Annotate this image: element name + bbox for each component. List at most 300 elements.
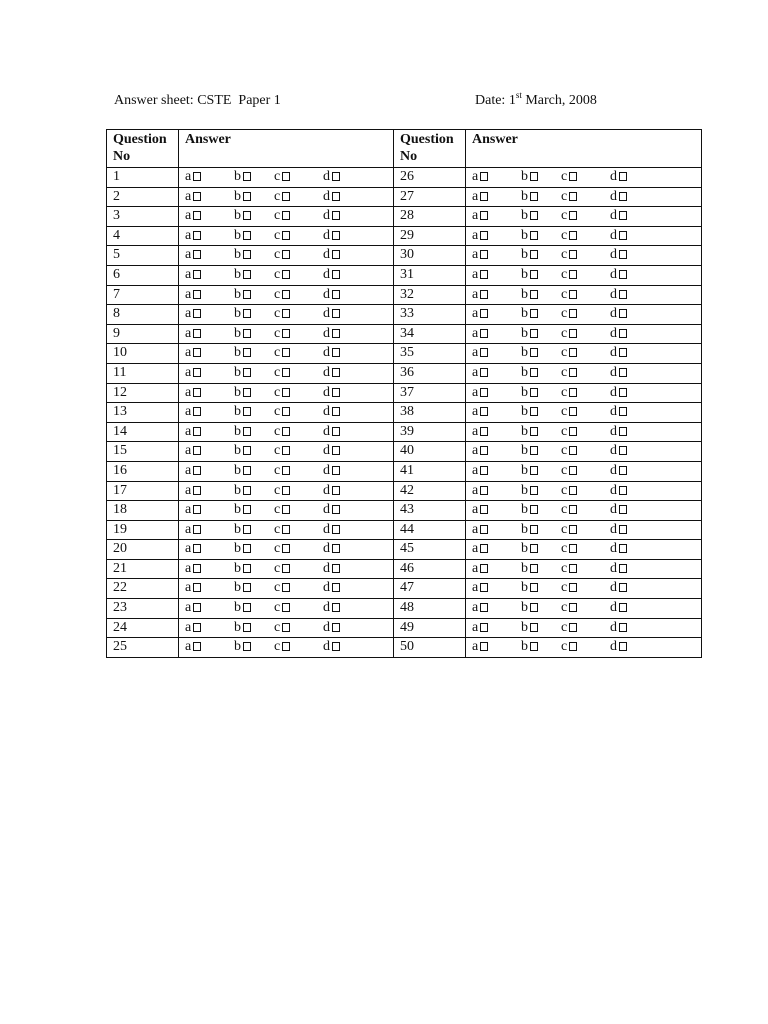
checkbox-icon: [193, 309, 201, 318]
checkbox-icon: [619, 525, 627, 534]
option-c: [561, 521, 610, 538]
option-b: [234, 599, 274, 616]
question-number-left: 4: [107, 226, 179, 246]
option-label: b: [521, 227, 528, 243]
checkbox-icon: [530, 329, 538, 338]
option-c: [561, 168, 610, 185]
checkbox-icon: [282, 368, 290, 377]
checkbox-icon: [332, 368, 340, 377]
option-label: b: [521, 580, 528, 596]
option-label: d: [610, 188, 617, 204]
checkbox-icon: [282, 309, 290, 318]
option-label: c: [274, 266, 281, 282]
checkbox-icon: [530, 544, 538, 553]
checkbox-icon: [530, 525, 538, 534]
option-d: [323, 482, 353, 499]
option-d: [323, 462, 353, 479]
option-d: [323, 227, 353, 244]
option-b: [234, 462, 274, 479]
checkbox-icon: [530, 623, 538, 632]
checkbox-icon: [243, 623, 251, 632]
checkbox-icon: [569, 505, 577, 514]
option-label: b: [521, 286, 528, 302]
checkbox-icon: [282, 192, 290, 201]
option-c: [274, 579, 323, 596]
checkbox-icon: [243, 270, 251, 279]
option-label: b: [521, 560, 528, 576]
checkbox-icon: [619, 486, 627, 495]
option-label: d: [610, 423, 617, 439]
option-label: c: [561, 286, 568, 302]
option-label: c: [274, 345, 281, 361]
checkbox-icon: [193, 270, 201, 279]
option-a: [185, 266, 234, 283]
question-number-right: 48: [394, 599, 466, 619]
option-a: [185, 344, 234, 361]
checkbox-icon: [332, 544, 340, 553]
option-label: d: [610, 345, 617, 361]
option-label: d: [610, 404, 617, 420]
option-label: d: [610, 502, 617, 518]
checkbox-icon: [530, 348, 538, 357]
answer-cell-right: [466, 422, 702, 442]
option-b: [234, 286, 274, 303]
option-b: [234, 423, 274, 440]
question-number-left: 17: [107, 481, 179, 501]
answer-cell-right: [466, 559, 702, 579]
checkbox-icon: [332, 642, 340, 651]
option-label: a: [185, 345, 192, 361]
checkbox-icon: [530, 642, 538, 651]
question-number-right: 32: [394, 285, 466, 305]
option-b: [234, 442, 274, 459]
question-number-left: 6: [107, 265, 179, 285]
checkbox-icon: [332, 348, 340, 357]
option-d: [610, 599, 640, 616]
question-number-right: 47: [394, 579, 466, 599]
option-d: [610, 482, 640, 499]
option-a: [185, 599, 234, 616]
table-row: [107, 501, 702, 521]
option-label: c: [561, 462, 568, 478]
option-c: [274, 364, 323, 381]
option-label: a: [472, 364, 479, 380]
option-label: a: [472, 560, 479, 576]
checkbox-icon: [569, 407, 577, 416]
checkbox-icon: [282, 290, 290, 299]
option-a: [472, 266, 521, 283]
checkbox-icon: [530, 290, 538, 299]
table-row: [107, 285, 702, 305]
option-label: b: [234, 364, 241, 380]
table-header-row: [107, 130, 702, 168]
checkbox-icon: [243, 231, 251, 240]
checkbox-icon: [480, 407, 488, 416]
option-a: [472, 246, 521, 263]
option-label: a: [185, 208, 192, 224]
checkbox-icon: [569, 250, 577, 259]
checkbox-icon: [332, 486, 340, 495]
option-a: [472, 579, 521, 596]
option-d: [610, 344, 640, 361]
checkbox-icon: [619, 348, 627, 357]
option-label: c: [274, 247, 281, 263]
answer-cell-right: [466, 226, 702, 246]
checkbox-icon: [243, 388, 251, 397]
option-b: [521, 579, 561, 596]
question-number-right: 49: [394, 618, 466, 638]
question-number-right: 39: [394, 422, 466, 442]
checkbox-icon: [243, 564, 251, 573]
option-a: [472, 540, 521, 557]
checkbox-icon: [569, 192, 577, 201]
option-label: a: [185, 247, 192, 263]
checkbox-icon: [480, 525, 488, 534]
option-a: [472, 521, 521, 538]
checkbox-icon: [193, 564, 201, 573]
question-number-left: 8: [107, 305, 179, 325]
checkbox-icon: [243, 505, 251, 514]
checkbox-icon: [480, 290, 488, 299]
option-label: d: [323, 600, 330, 616]
question-number-right: 35: [394, 344, 466, 364]
checkbox-icon: [193, 329, 201, 338]
option-c: [561, 423, 610, 440]
checkbox-icon: [619, 211, 627, 220]
answer-cell-left: [179, 403, 394, 423]
checkbox-icon: [569, 446, 577, 455]
checkbox-icon: [282, 583, 290, 592]
checkbox-icon: [569, 525, 577, 534]
option-label: c: [561, 364, 568, 380]
checkbox-icon: [619, 250, 627, 259]
question-number-right: 31: [394, 265, 466, 285]
option-label: b: [234, 639, 241, 655]
checkbox-icon: [332, 525, 340, 534]
option-label: d: [323, 227, 330, 243]
question-number-left: 25: [107, 638, 179, 658]
question-number-right: 44: [394, 520, 466, 540]
option-b: [521, 540, 561, 557]
question-number-right: 28: [394, 207, 466, 227]
option-label: a: [185, 188, 192, 204]
question-number-left: 11: [107, 363, 179, 383]
option-label: b: [234, 521, 241, 537]
checkbox-icon: [243, 329, 251, 338]
question-number-left: 21: [107, 559, 179, 579]
option-label: b: [521, 404, 528, 420]
option-a: [185, 403, 234, 420]
option-label: c: [274, 325, 281, 341]
option-label: a: [185, 462, 192, 478]
checkbox-icon: [282, 211, 290, 220]
option-a: [472, 462, 521, 479]
answer-cell-left: [179, 285, 394, 305]
option-label: a: [472, 600, 479, 616]
option-b: [234, 638, 274, 655]
option-label: b: [521, 188, 528, 204]
option-a: [472, 619, 521, 636]
checkbox-icon: [530, 250, 538, 259]
checkbox-icon: [193, 623, 201, 632]
checkbox-icon: [282, 623, 290, 632]
checkbox-icon: [619, 407, 627, 416]
option-label: d: [323, 560, 330, 576]
option-label: b: [521, 364, 528, 380]
option-a: [185, 501, 234, 518]
checkbox-icon: [569, 544, 577, 553]
option-c: [561, 227, 610, 244]
option-label: d: [610, 247, 617, 263]
answer-cell-left: [179, 265, 394, 285]
option-label: b: [521, 502, 528, 518]
option-d: [610, 246, 640, 263]
option-d: [323, 638, 353, 655]
option-d: [610, 501, 640, 518]
option-label: c: [561, 247, 568, 263]
option-b: [521, 560, 561, 577]
option-label: c: [274, 541, 281, 557]
option-d: [323, 188, 353, 205]
question-number-left: 23: [107, 599, 179, 619]
option-label: c: [561, 345, 568, 361]
option-label: b: [234, 306, 241, 322]
option-label: d: [610, 619, 617, 635]
option-a: [185, 423, 234, 440]
option-d: [610, 403, 640, 420]
option-label: d: [323, 482, 330, 498]
option-label: b: [521, 639, 528, 655]
option-c: [561, 207, 610, 224]
option-label: c: [274, 169, 281, 184]
option-a: [185, 482, 234, 499]
option-c: [274, 305, 323, 322]
option-label: c: [561, 266, 568, 282]
checkbox-icon: [282, 642, 290, 651]
option-label: c: [274, 482, 281, 498]
checkbox-icon: [569, 642, 577, 651]
option-a: [472, 403, 521, 420]
option-label: b: [234, 404, 241, 420]
option-label: d: [323, 188, 330, 204]
option-label: a: [472, 423, 479, 439]
option-d: [323, 305, 353, 322]
option-b: [521, 364, 561, 381]
table-row: [107, 579, 702, 599]
option-c: [274, 266, 323, 283]
checkbox-icon: [530, 172, 538, 181]
table-row: [107, 246, 702, 266]
checkbox-icon: [480, 583, 488, 592]
table-row: [107, 324, 702, 344]
option-b: [234, 344, 274, 361]
checkbox-icon: [569, 603, 577, 612]
option-label: b: [521, 443, 528, 459]
option-label: b: [234, 541, 241, 557]
option-label: d: [610, 462, 617, 478]
option-label: c: [561, 560, 568, 576]
option-c: [561, 501, 610, 518]
option-label: a: [185, 619, 192, 635]
option-d: [610, 364, 640, 381]
option-b: [521, 384, 561, 401]
checkbox-icon: [332, 583, 340, 592]
checkbox-icon: [530, 388, 538, 397]
checkbox-icon: [282, 250, 290, 259]
option-b: [234, 579, 274, 596]
option-c: [274, 521, 323, 538]
checkbox-icon: [282, 466, 290, 475]
checkbox-icon: [619, 270, 627, 279]
question-number-left: 3: [107, 207, 179, 227]
option-c: [274, 207, 323, 224]
option-label: a: [185, 443, 192, 459]
option-d: [323, 168, 353, 185]
option-label: a: [185, 306, 192, 322]
option-label: b: [234, 619, 241, 635]
option-label: a: [472, 169, 479, 184]
question-number-left: 12: [107, 383, 179, 403]
option-b: [234, 325, 274, 342]
option-c: [274, 540, 323, 557]
checkbox-icon: [530, 583, 538, 592]
answer-cell-left: [179, 540, 394, 560]
checkbox-icon: [480, 544, 488, 553]
answer-cell-right: [466, 520, 702, 540]
answer-cell-right: [466, 442, 702, 462]
option-d: [610, 384, 640, 401]
option-label: d: [323, 502, 330, 518]
option-label: a: [472, 188, 479, 204]
answer-cell-left: [179, 187, 394, 207]
option-a: [185, 462, 234, 479]
header-answer-left: Answer: [179, 130, 394, 168]
checkbox-icon: [480, 348, 488, 357]
option-d: [610, 442, 640, 459]
answer-cell-right: [466, 383, 702, 403]
option-label: c: [274, 639, 281, 655]
option-label: c: [561, 580, 568, 596]
option-c: [561, 442, 610, 459]
checkbox-icon: [193, 466, 201, 475]
option-label: d: [610, 227, 617, 243]
answer-cell-left: [179, 579, 394, 599]
option-label: b: [521, 306, 528, 322]
option-label: a: [185, 325, 192, 341]
option-b: [234, 501, 274, 518]
checkbox-icon: [619, 231, 627, 240]
option-b: [234, 364, 274, 381]
option-label: c: [561, 521, 568, 537]
checkbox-icon: [282, 427, 290, 436]
option-label: d: [610, 286, 617, 302]
option-label: a: [472, 639, 479, 655]
option-label: d: [323, 266, 330, 282]
option-a: [472, 325, 521, 342]
option-b: [234, 188, 274, 205]
option-label: a: [185, 639, 192, 655]
option-a: [472, 384, 521, 401]
checkbox-icon: [569, 348, 577, 357]
option-label: b: [234, 462, 241, 478]
checkbox-icon: [193, 348, 201, 357]
question-number-right: 45: [394, 540, 466, 560]
answer-cell-left: [179, 168, 394, 188]
checkbox-icon: [480, 564, 488, 573]
table-row: [107, 187, 702, 207]
answer-cell-right: [466, 168, 702, 188]
checkbox-icon: [243, 407, 251, 416]
option-label: a: [185, 502, 192, 518]
option-label: a: [472, 482, 479, 498]
checkbox-icon: [530, 603, 538, 612]
option-a: [472, 227, 521, 244]
answer-cell-right: [466, 403, 702, 423]
option-label: b: [521, 600, 528, 616]
question-number-right: 50: [394, 638, 466, 658]
option-label: b: [234, 600, 241, 616]
checkbox-icon: [332, 211, 340, 220]
checkbox-icon: [282, 525, 290, 534]
option-a: [185, 619, 234, 636]
option-label: d: [323, 384, 330, 400]
option-d: [610, 227, 640, 244]
sheet-date: [475, 90, 597, 109]
checkbox-icon: [332, 388, 340, 397]
checkbox-icon: [243, 446, 251, 455]
answer-cell-left: [179, 481, 394, 501]
checkbox-icon: [569, 231, 577, 240]
answer-cell-left: [179, 246, 394, 266]
option-d: [323, 384, 353, 401]
option-c: [561, 403, 610, 420]
option-label: a: [185, 482, 192, 498]
question-number-left: 2: [107, 187, 179, 207]
option-label: d: [323, 247, 330, 263]
option-label: c: [561, 169, 568, 184]
checkbox-icon: [569, 172, 577, 181]
option-label: a: [472, 541, 479, 557]
option-a: [472, 168, 521, 185]
option-a: [472, 423, 521, 440]
option-a: [472, 482, 521, 499]
option-label: d: [610, 600, 617, 616]
option-label: d: [610, 541, 617, 557]
question-number-right: 42: [394, 481, 466, 501]
table-row: [107, 363, 702, 383]
checkbox-icon: [243, 466, 251, 475]
checkbox-icon: [530, 309, 538, 318]
answer-cell-left: [179, 461, 394, 481]
answer-cell-left: [179, 599, 394, 619]
option-label: b: [521, 247, 528, 263]
answer-cell-left: [179, 226, 394, 246]
sheet-title: Answer sheet: CSTE Paper 1: [114, 93, 281, 108]
option-c: [561, 638, 610, 655]
option-label: c: [561, 502, 568, 518]
option-b: [234, 266, 274, 283]
option-d: [323, 501, 353, 518]
table-row: [107, 638, 702, 658]
option-label: c: [561, 208, 568, 224]
question-number-left: 19: [107, 520, 179, 540]
option-c: [274, 501, 323, 518]
checkbox-icon: [193, 250, 201, 259]
checkbox-icon: [243, 642, 251, 651]
checkbox-icon: [530, 486, 538, 495]
option-label: d: [323, 208, 330, 224]
option-d: [323, 540, 353, 557]
